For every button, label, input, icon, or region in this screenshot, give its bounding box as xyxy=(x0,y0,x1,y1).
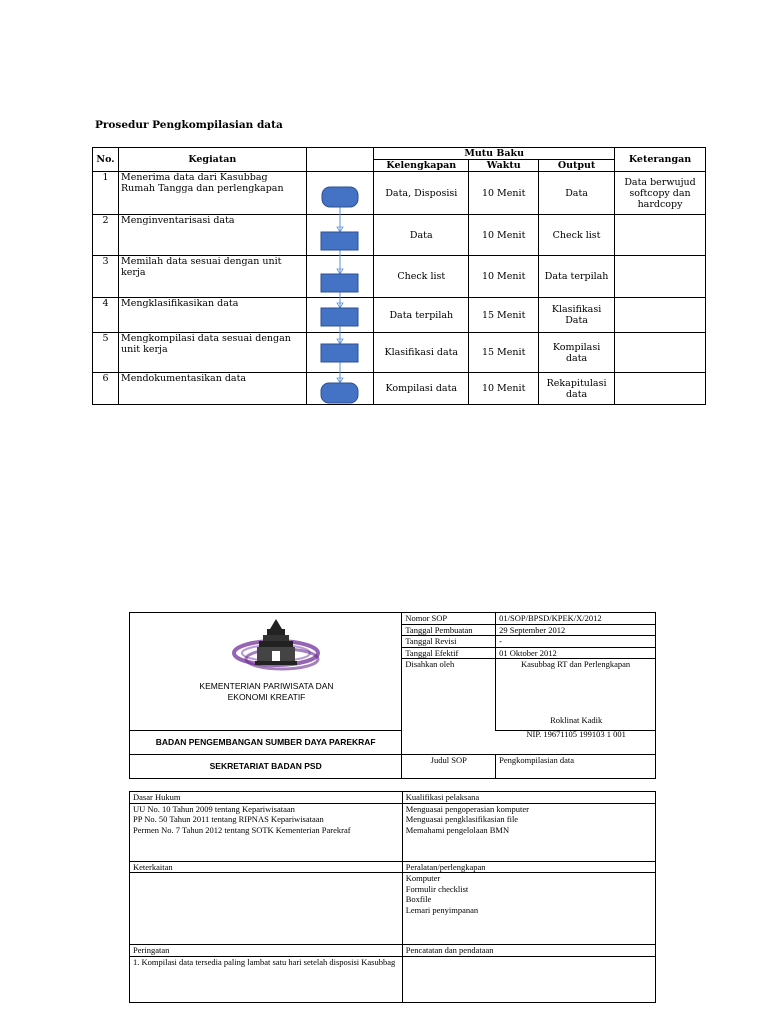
row-waktu: 10 Menit xyxy=(469,373,539,405)
header-no: No. xyxy=(93,148,119,172)
row-output: Data terpilah xyxy=(539,256,615,298)
row-kegiatan: Mengklasifikasikan data xyxy=(118,298,306,333)
pencatatan-content xyxy=(402,956,655,1002)
row-kegiatan: Memilah data sesuai dengan unit kerja xyxy=(118,256,306,298)
row-operator-cell xyxy=(306,298,374,333)
peralatan-list xyxy=(402,873,655,945)
signer-name: Roklinat Kadik xyxy=(550,715,603,725)
dasar-hukum-label: Dasar Hukum xyxy=(130,792,403,804)
nomor-sop-value: 01/SOP/BPSD/KPEK/X/2012 xyxy=(496,613,656,625)
table-row xyxy=(93,172,706,215)
row-output: Check list xyxy=(539,215,615,256)
tanggal-efektif-label: Tanggal Efektif xyxy=(402,647,496,659)
list-item: Menguasai pengklasifikasian file xyxy=(405,814,519,824)
signer-nip: NIP. 19671105 199103 1 001 xyxy=(526,728,626,739)
peringatan-label: Peringatan xyxy=(130,945,403,957)
row-output: Klasifikasi Data xyxy=(539,298,615,333)
nomor-sop-label: Nomor SOP xyxy=(402,613,496,625)
keterkaitan-content xyxy=(130,873,403,945)
pencatatan-label: Pencatatan dan pendataan xyxy=(402,945,655,957)
ministry-logo-icon xyxy=(226,617,326,677)
header-mutu-baku: Mutu Baku xyxy=(374,148,615,160)
row-keterangan xyxy=(615,298,706,333)
row-keterangan: Data berwujud softcopy dan hardcopy xyxy=(615,172,706,215)
tanggal-revisi-label: Tanggal Revisi xyxy=(402,636,496,648)
judul-sop-value: Pengkompilasian data xyxy=(496,755,656,779)
list-item: UU No. 10 Tahun 2009 tentang Kepariwisataan xyxy=(133,803,295,814)
list-item: Memahami pengelolaan BMN xyxy=(405,824,510,835)
row-no: 5 xyxy=(93,333,119,373)
row-waktu: 10 Menit xyxy=(469,256,539,298)
table-row xyxy=(93,256,706,298)
table-row xyxy=(93,215,706,256)
list-item: Lemari penyimpanan xyxy=(405,904,479,915)
row-no: 1 xyxy=(93,172,119,215)
row-kelengkapan: Data terpilah xyxy=(374,298,469,333)
row-operator-cell xyxy=(306,333,374,373)
row-output: Data xyxy=(539,172,615,215)
table-row xyxy=(93,298,706,333)
header-kelengkapan: Kelengkapan xyxy=(374,160,469,172)
ministry-cell xyxy=(130,613,402,731)
peralatan-label: Peralatan/perlengkapan xyxy=(402,861,655,873)
row-kegiatan: Menerima data dari Kasubbag Rumah Tangga dan perlengkapan xyxy=(118,172,306,215)
row-keterangan xyxy=(615,215,706,256)
row-kegiatan: Menginventarisasi data xyxy=(118,215,306,256)
row-no: 4 xyxy=(93,298,119,333)
row-no: 3 xyxy=(93,256,119,298)
row-no: 6 xyxy=(93,373,119,405)
row-keterangan xyxy=(615,373,706,405)
procedure-table xyxy=(92,147,706,405)
procedure-title: Prosedur Pengkompilasian data xyxy=(95,119,283,131)
disahkan-label: Disahkan oleh xyxy=(402,659,496,731)
row-kegiatan: Mendokumentasikan data xyxy=(118,373,306,405)
row-keterangan xyxy=(615,333,706,373)
row-kelengkapan: Check list xyxy=(374,256,469,298)
header-keterangan: Keterangan xyxy=(615,148,706,172)
tanggal-revisi-value: - xyxy=(496,636,656,648)
peringatan-text: 1. Kompilasi data tersedia paling lambat satu hari setelah disposisi Kasubbag xyxy=(130,956,403,1002)
row-kelengkapan: Data xyxy=(374,215,469,256)
row-operator-cell xyxy=(306,172,374,215)
tanggal-efektif-value: 01 Oktober 2012 xyxy=(496,647,656,659)
row-kelengkapan: Klasifikasi data xyxy=(374,333,469,373)
row-kelengkapan: Kompilasi data xyxy=(374,373,469,405)
row-waktu: 15 Menit xyxy=(469,333,539,373)
row-keterangan xyxy=(615,256,706,298)
secretariat-name: SEKRETARIAT BADAN PSD xyxy=(130,755,402,779)
row-operator-cell xyxy=(306,373,374,405)
approver-title: Kasubbag RT dan Perlengkapan xyxy=(521,659,631,669)
table-row xyxy=(93,373,706,405)
ministry-name-line1: KEMENTERIAN PARIWISATA DAN xyxy=(199,681,334,691)
row-waktu: 15 Menit xyxy=(469,298,539,333)
table-row xyxy=(93,333,706,373)
list-item: Komputer xyxy=(405,873,441,883)
list-item: Menguasai pengoperasian komputer xyxy=(405,803,529,814)
header-kegiatan: Kegiatan xyxy=(118,148,306,172)
dasar-hukum-list xyxy=(130,803,403,861)
approval-cell xyxy=(496,659,656,739)
list-item: Boxfile xyxy=(405,894,432,904)
row-operator-cell xyxy=(306,256,374,298)
sop-header-table xyxy=(129,612,656,779)
kualifikasi-label: Kualifikasi pelaksana xyxy=(402,792,655,804)
header-waktu: Waktu xyxy=(469,160,539,172)
ministry-name-line2: EKONOMI KREATIF xyxy=(227,691,306,702)
sop-info-table xyxy=(129,791,656,1003)
agency-name: BADAN PENGEMBANGAN SUMBER DAYA PAREKRAF xyxy=(130,731,402,755)
tanggal-pembuatan-value: 29 September 2012 xyxy=(496,624,656,636)
tanggal-pembuatan-label: Tanggal Pembuatan xyxy=(402,624,496,636)
row-kelengkapan: Data, Disposisi xyxy=(374,172,469,215)
keterkaitan-label: Keterkaitan xyxy=(130,861,403,873)
row-waktu: 10 Menit xyxy=(469,215,539,256)
row-no: 2 xyxy=(93,215,119,256)
header-output: Output xyxy=(539,160,615,172)
row-output: Kompilasi data xyxy=(539,333,615,373)
list-item: PP No. 50 Tahun 2011 tentang RIPNAS Kepariwisataan xyxy=(133,814,324,824)
kualifikasi-list xyxy=(402,803,655,861)
list-item: Formulir checklist xyxy=(405,883,469,894)
judul-sop-label: Judul SOP xyxy=(402,755,496,779)
row-kegiatan: Mengkompilasi data sesuai dengan unit kerja xyxy=(118,333,306,373)
row-output: Rekapitulasi data xyxy=(539,373,615,405)
row-operator-cell xyxy=(306,215,374,256)
row-waktu: 10 Menit xyxy=(469,172,539,215)
list-item: Permen No. 7 Tahun 2012 tentang SOTK Kementerian Parekraf xyxy=(133,824,351,835)
